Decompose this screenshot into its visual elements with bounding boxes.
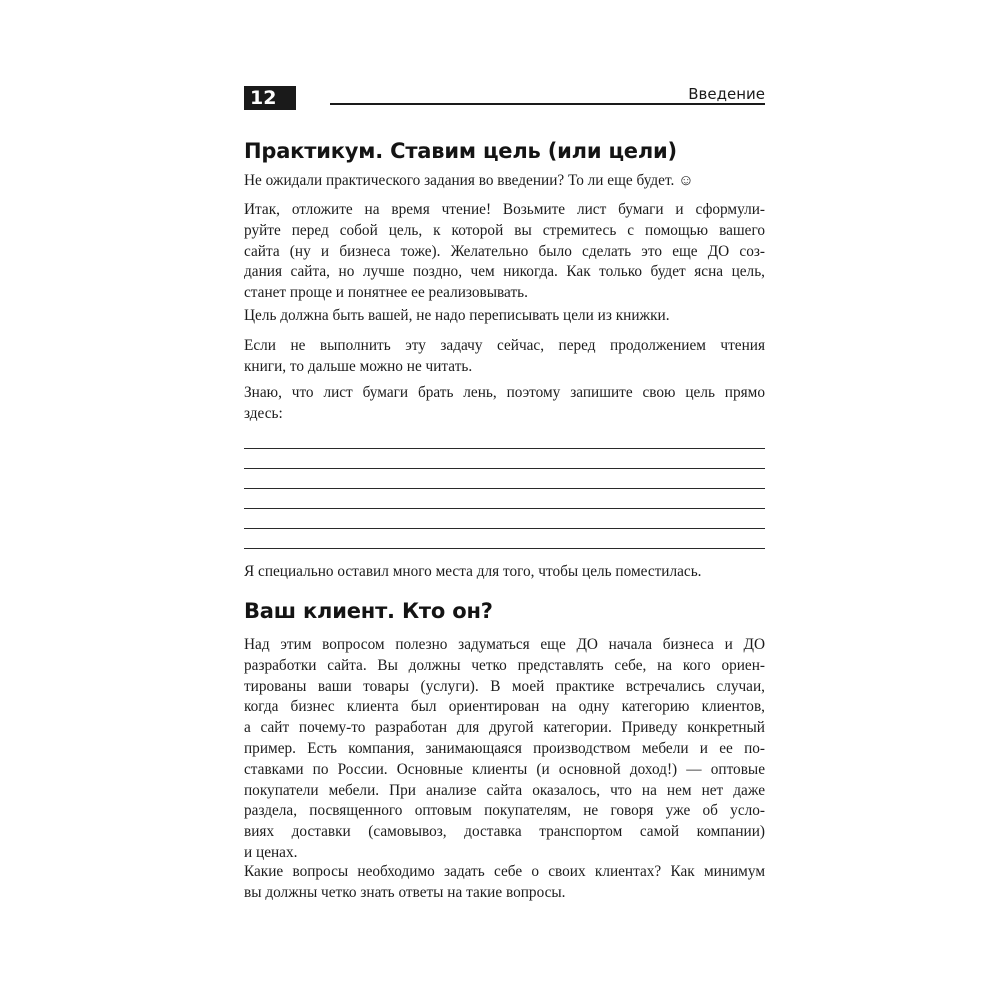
section-heading-practicum: Практикум. Ставим цель (или цели) [244,139,677,163]
text-line: книги, то дальше можно не читать. [244,357,473,375]
paragraph [244,200,765,304]
text-line: ставками по России. Основные клиенты (и основной доход!) — оптовые [244,760,765,778]
text-line: Итак, отложите на время чтение! Возьмите лист бумаги и сформули- [244,201,765,218]
text-line: дания сайта, но лучше поздно, чем никогда. Как только будет ясна цель, [244,263,765,281]
writing-line[interactable] [244,528,765,529]
paragraph [244,383,765,425]
header-rule [330,103,765,105]
text-line: здесь: [244,404,283,422]
paragraph [244,862,765,904]
text-line: тированы ваши товары (услуги). В моей практике встречались случаи, [244,677,765,695]
text-line: а сайт почему-то разработан для другой категории. Приведу конкретный [244,719,765,737]
text-line: вы должны четко знать ответы на такие вопросы. [244,883,566,901]
text-line: покупатели мебели. При анализе сайта оказалось, что на нем нет даже [244,781,765,799]
text-line: когда бизнес клиента был ориентирован на одну категорию клиентов, [244,698,765,716]
writing-line[interactable] [244,448,765,449]
text-line: пример. Есть компания, занимающаяся производством мебели и ее по- [244,739,765,757]
text-line: виях доставки (самовывоз, доставка транспортом самой компании) [244,823,765,841]
text-line: станет проще и понятнее ее реализовывать. [244,284,528,302]
text-line: сайта (ну и бизнеса тоже). Желательно было сделать это еще ДО соз- [244,242,765,260]
text-line: разработки сайта. Вы должны четко представлять себе, на кого ориен- [244,656,765,674]
writing-line[interactable] [244,488,765,489]
chapter-title: Введение [688,85,765,103]
text-line: Если не выполнить эту задачу сейчас, перед продолжением чтения [244,337,765,354]
text-line: Знаю, что лист бумаги брать лень, поэтому запишите свою цель прямо [244,384,765,401]
paragraph [244,635,765,864]
page-number: 12 [244,86,296,110]
writing-line[interactable] [244,508,765,509]
paragraph [244,336,765,378]
text-line: Какие вопросы необходимо задать себе о своих клиентах? Как минимум [244,863,765,880]
text-line: раздела, посвященного оптовым покупателям, не говоря уже об усло- [244,802,765,820]
writing-line[interactable] [244,548,765,549]
text-line: руйте перед собой цель, к которой вы стремитесь с помощью вашего [244,221,765,239]
section-heading-client: Ваш клиент. Кто он? [244,599,493,623]
writing-line[interactable] [244,468,765,469]
text-line: Над этим вопросом полезно задуматься еще ДО начала бизнеса и ДО [244,636,765,653]
paragraph: Не ожидали практического задания во введении? То ли еще будет. ☺ [244,172,694,189]
text-line: и ценах. [244,843,298,861]
paragraph: Я специально оставил много места для того, чтобы цель поместилась. [244,563,702,580]
paragraph: Цель должна быть вашей, не надо переписывать цели из книжки. [244,307,670,324]
